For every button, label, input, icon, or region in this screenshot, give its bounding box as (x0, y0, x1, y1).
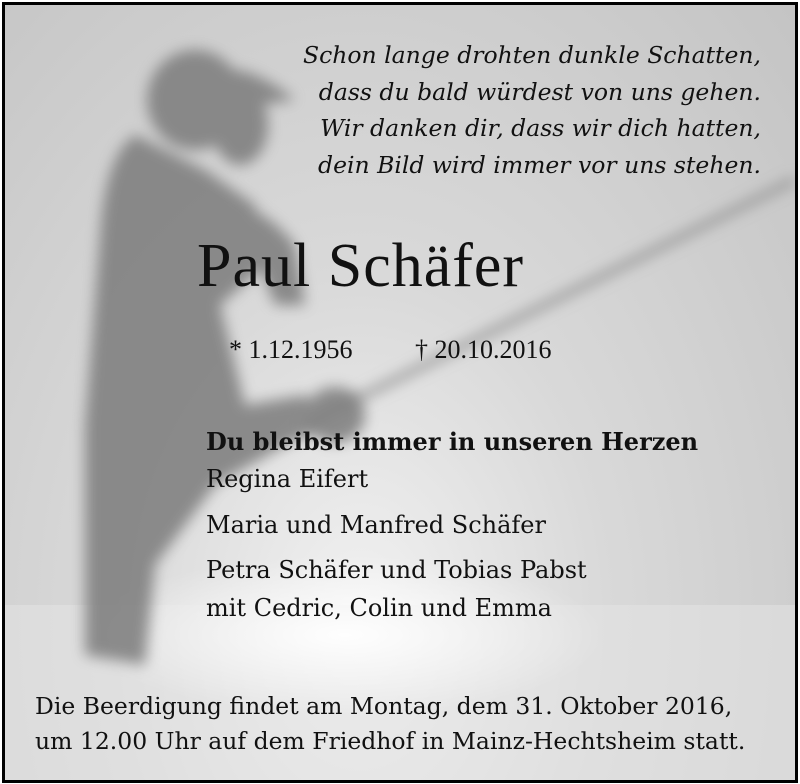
poem-line: dass du bald würdest von uns gehen. (318, 77, 761, 106)
mourners-headline: Du bleibst immer in unseren Herzen (206, 427, 699, 456)
poem-line: Schon lange drohten dunkle Schatten, (303, 41, 761, 69)
funeral-line: Die Beerdigung findet am Montag, dem 31. Oktober 2016, (35, 692, 733, 720)
death-date: † 20.10.2016 (415, 335, 552, 364)
poem-verse (303, 37, 761, 183)
mourner-line: Maria und Manfred Schäfer (206, 511, 546, 539)
funeral-notice (35, 689, 745, 759)
funeral-line: um 12.00 Uhr auf dem Friedhof in Mainz-Hechtsheim statt. (35, 727, 746, 755)
mourner-line: Regina Eifert (206, 465, 369, 493)
mourner-line: Petra Schäfer und Tobias Pabst (206, 556, 587, 584)
poem-line: Wir danken dir, dass wir dich hatten, (320, 114, 761, 142)
obituary-card (2, 2, 798, 783)
poem-line: dein Bild wird immer vor uns stehen. (318, 150, 761, 179)
deceased-name: Paul Schäfer (197, 232, 525, 300)
mourner-line: mit Cedric, Colin und Emma (206, 594, 552, 622)
birth-date: * 1.12.1956 (229, 335, 353, 364)
